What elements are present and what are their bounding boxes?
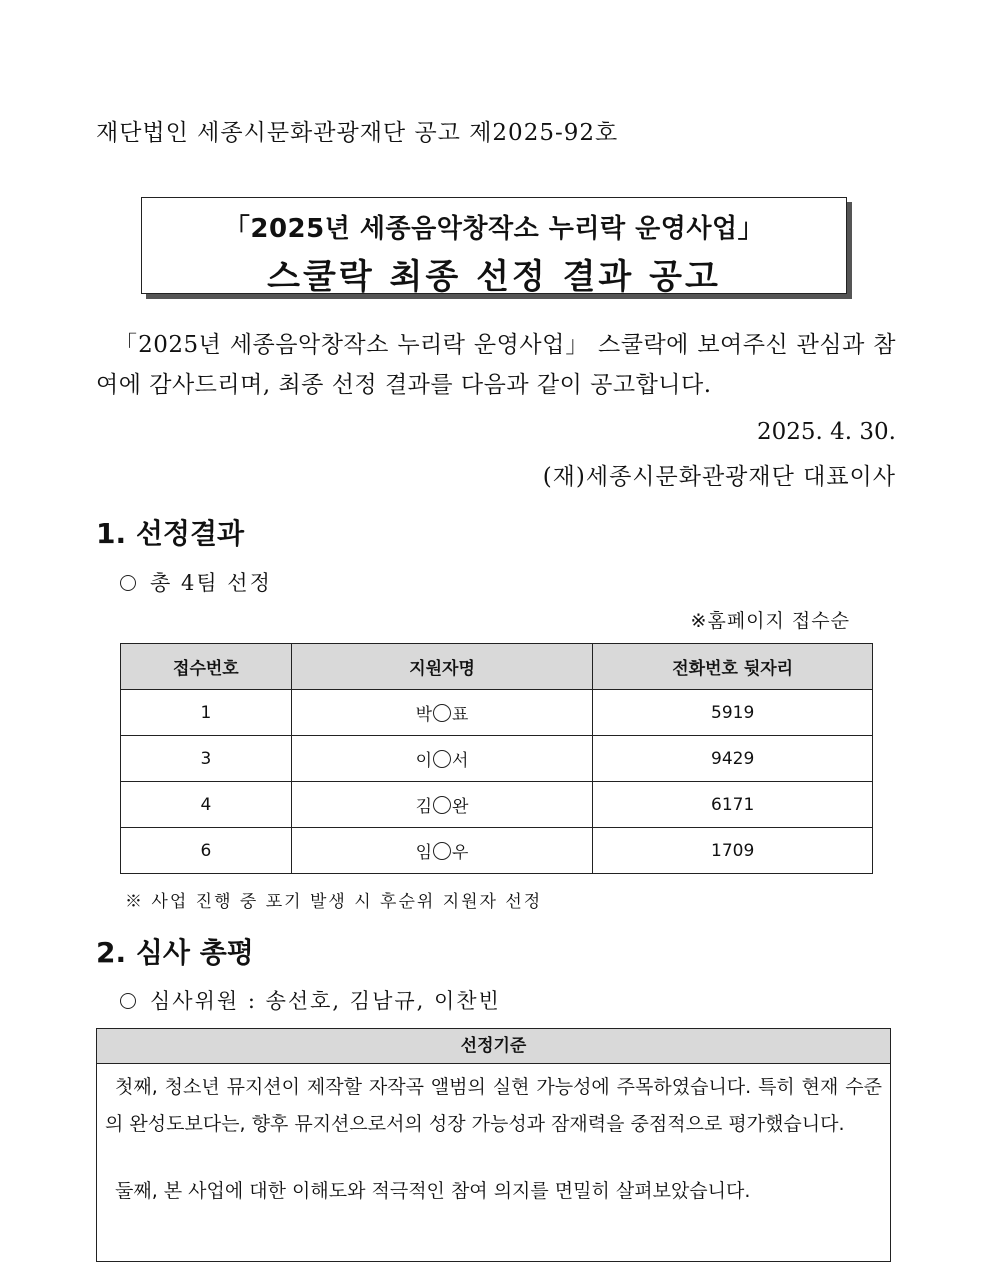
title-box <box>141 197 847 297</box>
section-2-bullet-text: 심사위원 : 송선호, 김남규, 이찬빈 <box>150 989 501 1013</box>
table-footnote: ※ 사업 진행 중 포기 발생 시 후순위 지원자 선정 <box>125 892 543 912</box>
signature: (재)세종시문화관광재단 대표이사 <box>542 464 896 490</box>
name-first-char: 김 <box>415 797 433 817</box>
table-header-cell: 지원자명 <box>291 644 593 690</box>
applicant-name-cell <box>291 690 593 736</box>
name-first-char: 임 <box>415 843 433 863</box>
circle-bullet-icon <box>120 575 136 591</box>
table-row <box>121 828 873 874</box>
name-first-char: 박 <box>415 705 433 725</box>
applicant-name-cell <box>291 782 593 828</box>
masked-char-circle-icon <box>433 750 451 768</box>
receipt-number-cell: 6 <box>121 828 292 874</box>
intro-text: 「2025년 세종음악창작소 누리락 운영사업」 스쿨락에 보여주신 관심과 참여에 감사드리며, 최종 선정 결과를 다음과 같이 공고합니다. <box>96 332 896 398</box>
phone-digits-cell: 5919 <box>593 690 873 736</box>
notice-number: 재단법인 세종시문화관광재단 공고 제2025-92호 <box>96 120 619 146</box>
criteria-paragraph-2: 둘째, 본 사업에 대한 이해도와 적극적인 참여 의지를 면밀히 살펴보았습니다. <box>115 1180 751 1202</box>
applicant-name-cell <box>291 828 593 874</box>
circle-bullet-icon <box>120 993 136 1009</box>
table-row <box>121 782 873 828</box>
criteria-box <box>96 1028 891 1262</box>
section-1-bullet <box>120 567 272 597</box>
applicant-name-cell <box>291 736 593 782</box>
notice-date: 2025. 4. 30. <box>757 419 896 445</box>
table-row <box>121 736 873 782</box>
sort-note: ※홈페이지 접수순 <box>690 610 850 632</box>
table-header-cell: 전화번호 뒷자리 <box>593 644 873 690</box>
name-first-char: 이 <box>415 751 433 771</box>
criteria-body <box>97 1064 890 1210</box>
section-1-bullet-text: 총 4팀 선정 <box>150 571 272 595</box>
section-2-heading: 2. 심사 총평 <box>96 936 254 969</box>
phone-digits-cell: 9429 <box>593 736 873 782</box>
name-last-char: 표 <box>452 705 469 725</box>
name-last-char: 서 <box>452 751 469 771</box>
table-header-cell: 접수번호 <box>121 644 292 690</box>
name-last-char: 우 <box>452 843 469 863</box>
receipt-number-cell: 3 <box>121 736 292 782</box>
phone-digits-cell: 1709 <box>593 828 873 874</box>
title-line-2: 스쿨락 최종 선정 결과 공고 <box>267 257 721 297</box>
section-2-bullet <box>120 985 501 1015</box>
criteria-header: 선정기준 <box>97 1029 890 1064</box>
criteria-paragraph-1: 첫째, 청소년 뮤지션이 제작할 자작곡 앨범의 실현 가능성에 주목하였습니다. 특히 현재 수준의 완성도보다는, 향후 뮤지션으로서의 성장 가능성과 잠재력을 중점적으로 평가했습니다. <box>105 1076 882 1135</box>
table-header-row <box>121 644 873 690</box>
phone-digits-cell: 6171 <box>593 782 873 828</box>
masked-char-circle-icon <box>433 796 451 814</box>
section-1-heading: 1. 선정결과 <box>96 517 245 550</box>
masked-char-circle-icon <box>433 842 451 860</box>
name-last-char: 완 <box>452 797 469 817</box>
receipt-number-cell: 4 <box>121 782 292 828</box>
results-table <box>120 643 873 874</box>
intro-paragraph <box>96 325 896 405</box>
receipt-number-cell: 1 <box>121 690 292 736</box>
title-line-1: 「2025년 세종음악창작소 누리락 운영사업」 <box>223 214 765 244</box>
table-row <box>121 690 873 736</box>
masked-char-circle-icon <box>433 704 451 722</box>
